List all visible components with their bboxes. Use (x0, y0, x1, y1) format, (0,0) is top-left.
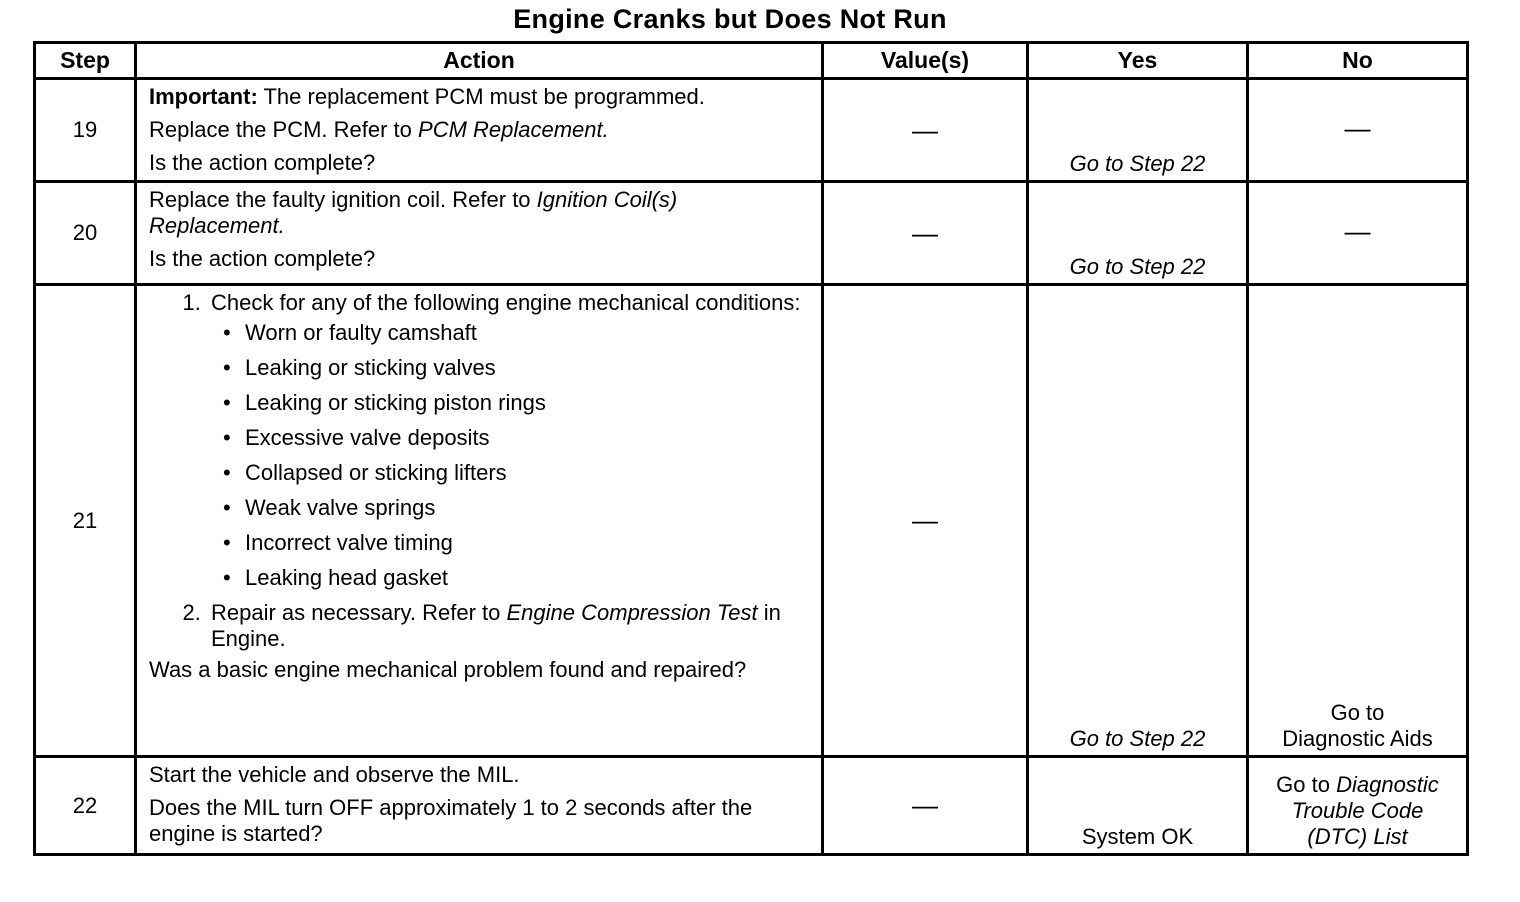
condition-item: • Leaking or sticking piston rings (223, 390, 811, 416)
instruction-text: Repair as necessary. Refer to (211, 599, 507, 625)
action-question: Is the action complete? (149, 149, 376, 175)
procedure-reference: Diagnostic Trouble Code (DTC) List (1291, 772, 1439, 850)
page-title: Engine Cranks but Does Not Run (513, 4, 947, 34)
step-number: 19 (35, 79, 136, 182)
yes-cell: Go to Step 22 (1028, 182, 1248, 285)
table-row-step-21 (35, 285, 1468, 757)
no-cell: — (1248, 79, 1468, 182)
condition-item: • Leaking head gasket (223, 565, 811, 591)
header-no: No (1248, 43, 1468, 79)
action-steps-list (149, 290, 811, 651)
condition-item: • Excessive valve deposits (223, 425, 811, 451)
condition-item: • Collapsed or sticking lifters (223, 460, 811, 486)
action-important (149, 84, 811, 110)
value-cell: — (823, 79, 1028, 182)
action-question: Was a basic engine mechanical problem found and repaired? (149, 657, 747, 683)
condition-item: • Weak valve springs (223, 495, 811, 521)
table-row-step-20 (35, 182, 1468, 285)
header-yes: Yes (1028, 43, 1248, 79)
value-cell: — (823, 182, 1028, 285)
no-prefix: Go to (1276, 772, 1337, 798)
table-row-step-19 (35, 79, 1468, 182)
step-number: 22 (35, 757, 136, 855)
action-instruction (149, 187, 811, 239)
header-step: Step (35, 43, 136, 79)
action-question: Does the MIL turn OFF approximately 1 to 2 seconds after the engine is started? (149, 794, 753, 846)
action-cell (136, 757, 823, 855)
value-cell: — (823, 757, 1028, 855)
no-line-1: Go to (1330, 700, 1385, 726)
procedure-reference: PCM Replacement. (418, 116, 609, 142)
header-values: Value(s) (823, 43, 1028, 79)
table-row-step-22 (35, 757, 1468, 855)
instruction-text: Replace the faulty ignition coil. Refer to (149, 187, 537, 212)
instruction-text: Replace the PCM. Refer to (149, 116, 419, 142)
diagnostic-table (33, 41, 1469, 856)
yes-cell: Go to Step 22 (1028, 285, 1248, 757)
action-instruction: Start the vehicle and observe the MIL. (149, 762, 520, 787)
no-cell (1248, 757, 1468, 855)
check-instruction: Check for any of the following engine mechanical conditions: (211, 290, 801, 315)
condition-item: • Incorrect valve timing (223, 530, 811, 556)
no-line-2: Diagnostic Aids (1282, 726, 1433, 752)
important-label: Important: (149, 84, 258, 109)
action-step-2 (207, 600, 811, 652)
value-cell: — (823, 285, 1028, 757)
table-header-row (35, 43, 1468, 79)
action-cell (136, 182, 823, 285)
action-cell (136, 79, 823, 182)
yes-cell: Go to Step 22 (1028, 79, 1248, 182)
important-text: The replacement PCM must be programmed. (257, 84, 705, 109)
action-cell (136, 285, 823, 757)
procedure-reference: Engine Compression Test (506, 599, 758, 625)
action-instruction (149, 117, 811, 143)
no-cell: — (1248, 182, 1468, 285)
conditions-list (211, 320, 811, 591)
header-action: Action (136, 43, 823, 79)
step-number: 21 (35, 285, 136, 757)
action-step-1 (207, 290, 811, 591)
no-cell (1248, 285, 1468, 757)
yes-cell: System OK (1028, 757, 1248, 855)
condition-item: • Leaking or sticking valves (223, 355, 811, 381)
procedure-reference: Ignition Coil(s) Replacement. (149, 187, 678, 238)
condition-item: • Worn or faulty camshaft (223, 320, 811, 346)
step-number: 20 (35, 182, 136, 285)
action-question: Is the action complete? (149, 245, 376, 271)
instruction-tail: in Engine. (211, 599, 781, 651)
